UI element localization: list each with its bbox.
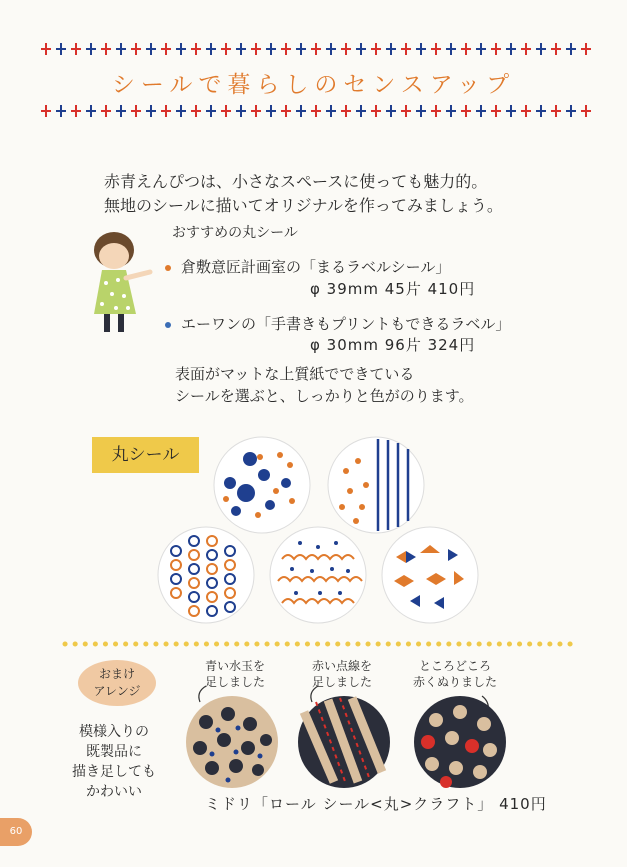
sticker-bows	[382, 527, 478, 623]
side-caption-line-2: 既製品に	[86, 744, 142, 760]
caption-2-line-1: 赤い点線を	[311, 659, 372, 673]
omake-badge	[78, 660, 156, 706]
page-title: シールで暮らしのセンスアップ	[111, 72, 516, 98]
recommend-note-line-2: シールを選ぶと、しっかりと色がのります。	[175, 387, 474, 405]
sticker-rings	[158, 527, 254, 623]
arranged-sticker-3	[414, 696, 506, 788]
recommend-note	[175, 363, 474, 407]
intro-line-2: 無地のシールに描いてオリジナルを作ってみましょう。	[104, 196, 503, 215]
caption-1-line-1: 青い水玉を	[204, 659, 265, 673]
sticker-stripes	[328, 437, 424, 533]
recommend-item-2-name: エーワンの「手書きもプリントもできるラベル」	[181, 315, 511, 333]
recommend-note-line-1: 表面がマットな上質紙でできている	[175, 365, 415, 383]
recommend-heading: おすすめの丸シール	[172, 225, 298, 241]
arrow-1-icon	[199, 686, 206, 702]
dotted-divider	[62, 641, 582, 647]
recommend-item-2	[165, 313, 510, 334]
intro-text	[104, 170, 503, 218]
decorative-cross-row-top	[40, 40, 600, 58]
sticker-waves	[270, 527, 366, 623]
arrow-2-icon	[311, 686, 318, 702]
recommend-item-1-name: 倉敷意匠計画室の「まるラベルシール」	[181, 258, 451, 276]
recommend-item-1	[165, 256, 450, 277]
caption-2-line-2: 足しました	[311, 675, 372, 689]
decorative-cross-row-bottom	[40, 102, 600, 120]
bullet-blue-icon	[165, 322, 171, 328]
product-caption: ミドリ「ロール シール<丸>クラフト」 410円	[205, 795, 547, 813]
round-stickers-illustration	[0, 430, 627, 630]
side-caption-line-1: 模様入りの	[79, 724, 149, 740]
page-number: 60	[0, 818, 32, 846]
intro-line-1: 赤青えんぴつは、小さなスペースに使っても魅力的。	[104, 172, 488, 191]
omake-badge-line-2: アレンジ	[93, 684, 141, 698]
side-caption-line-3: 描き足しても	[72, 764, 156, 780]
section-label: 丸シール	[92, 437, 199, 473]
caption-3-line-2: 赤くぬりました	[412, 675, 497, 689]
arrange-side-caption	[64, 722, 164, 802]
recommend-item-2-spec: φ 30mm 96片 324円	[310, 336, 476, 354]
caption-3-line-1: ところどころ	[418, 659, 491, 673]
omake-badge-line-1: おまけ	[98, 667, 135, 681]
arranged-stickers-illustration	[170, 682, 550, 792]
girl-illustration	[84, 228, 162, 338]
caption-1-line-2: 足しました	[204, 675, 265, 689]
arranged-sticker-1	[186, 696, 278, 788]
bullet-orange-icon	[165, 265, 171, 271]
sticker-dots	[214, 437, 310, 533]
recommend-item-1-spec: φ 39mm 45片 410円	[310, 280, 476, 298]
arranged-sticker-2	[298, 696, 390, 788]
side-caption-line-4: かわいい	[86, 784, 142, 800]
